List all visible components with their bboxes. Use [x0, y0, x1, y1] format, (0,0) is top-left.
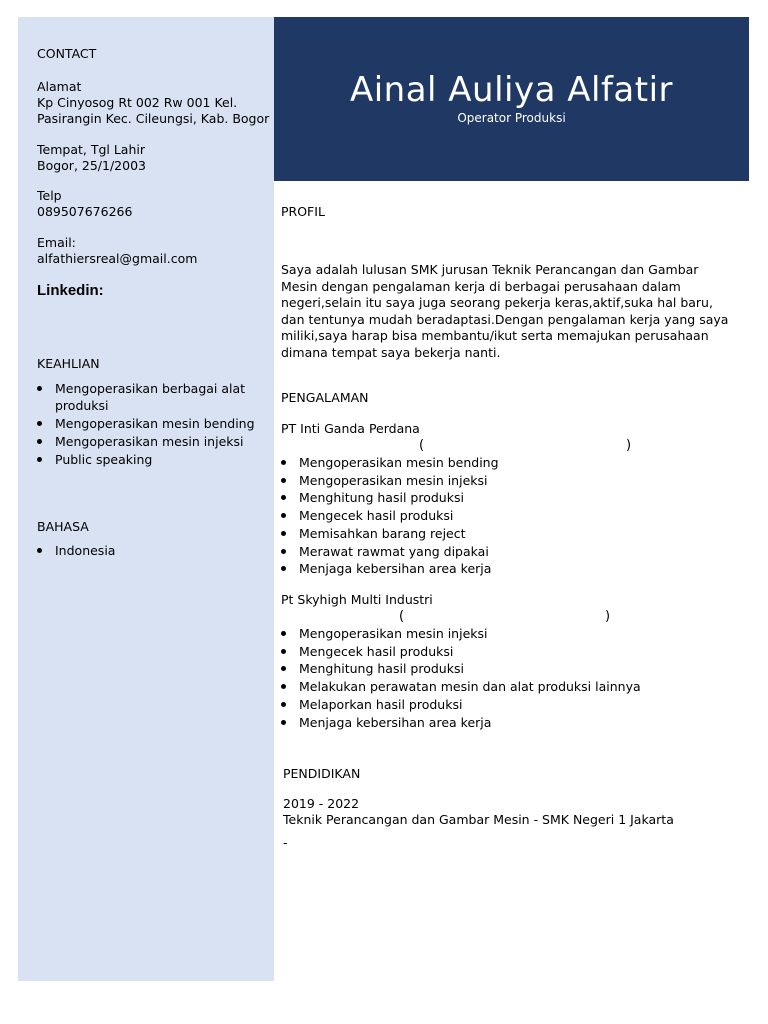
list-item: Menghitung hasil produksi — [281, 489, 731, 507]
person-name: Ainal Auliya Alfatir — [349, 70, 674, 110]
skills-heading: KEAHLIAN — [37, 356, 100, 371]
email-label: Email: — [37, 235, 76, 250]
skills-list — [37, 380, 267, 469]
list-item: Memisahkan barang reject — [281, 525, 731, 543]
contact-heading: CONTACT — [37, 46, 97, 61]
address-line-1: Kp Cinyosog Rt 002 Rw 001 Kel. — [37, 95, 238, 110]
list-item: Melakukan perawatan mesin dan alat produksi lainnya — [281, 678, 731, 696]
languages-list — [37, 542, 267, 560]
list-item: Mengoperasikan mesin bending — [281, 454, 731, 472]
job-date-close: ) — [626, 438, 632, 453]
list-item: Mengoperasikan mesin injeksi — [281, 625, 731, 643]
education-detail: Teknik Perancangan dan Gambar Mesin - SMK Negeri 1 Jakarta — [283, 812, 674, 827]
list-item: Indonesia — [37, 542, 267, 559]
list-item: Mengoperasikan berbagai alat produksi — [37, 380, 267, 414]
list-item: Menghitung hasil produksi — [281, 660, 731, 678]
education-period: 2019 - 2022 — [283, 796, 360, 811]
job-date-open: ( — [399, 609, 405, 624]
list-item: Melaporkan hasil produksi — [281, 696, 731, 714]
email-value: alfathiersreal@gmail.com — [37, 251, 198, 266]
list-item: Mengoperasikan mesin injeksi — [37, 433, 267, 450]
list-item: Menjaga kebersihan area kerja — [281, 714, 731, 732]
linkedin-label: Linkedin: — [37, 282, 104, 299]
job-task-list — [281, 625, 731, 731]
education-dash: - — [283, 835, 288, 850]
profile-heading: PROFIL — [281, 204, 325, 219]
list-item: Mengecek hasil produksi — [281, 643, 731, 661]
list-item: Mengoperasikan mesin bending — [37, 415, 267, 432]
job-date-open: ( — [419, 438, 425, 453]
languages-heading: BAHASA — [37, 519, 89, 534]
profile-text: Saya adalah lulusan SMK jurusan Teknik Perancangan dan Gambar Mesin dengan pengalaman kerja di berbagai perusahaan dalam negeri,selain itu saya juga seorang pekerja keras,aktif,suka hal baru, dan tentunya mudah beradaptasi.Dengan pengalaman kerja yang saya miliki,saya harap bisa membantu/ikut serta memajukan perusahaan dimana tempat saya bekerja nanti. — [281, 262, 729, 360]
job-task-list — [281, 454, 731, 578]
job-title: Operator Produksi — [457, 111, 566, 125]
job-company: Pt Skyhigh Multi Industri — [281, 592, 433, 607]
birth-label: Tempat, Tgl Lahir — [37, 142, 145, 157]
header-banner — [274, 17, 749, 181]
birth-value: Bogor, 25/1/2003 — [37, 158, 146, 173]
list-item: Merawat rawmat yang dipakai — [281, 543, 731, 561]
phone-label: Telp — [37, 188, 62, 203]
list-item: Public speaking — [37, 451, 267, 468]
list-item: Mengoperasikan mesin injeksi — [281, 472, 731, 490]
job-company: PT Inti Ganda Perdana — [281, 421, 420, 436]
education-heading: PENDIDIKAN — [283, 766, 361, 781]
experience-heading: PENGALAMAN — [281, 390, 369, 405]
list-item: Menjaga kebersihan area kerja — [281, 560, 731, 578]
address-label: Alamat — [37, 79, 82, 94]
phone-value: 089507676266 — [37, 204, 133, 219]
job-date-close: ) — [605, 609, 611, 624]
list-item: Mengecek hasil produksi — [281, 507, 731, 525]
address-line-2: Pasirangin Kec. Cileungsi, Kab. Bogor — [37, 111, 270, 126]
